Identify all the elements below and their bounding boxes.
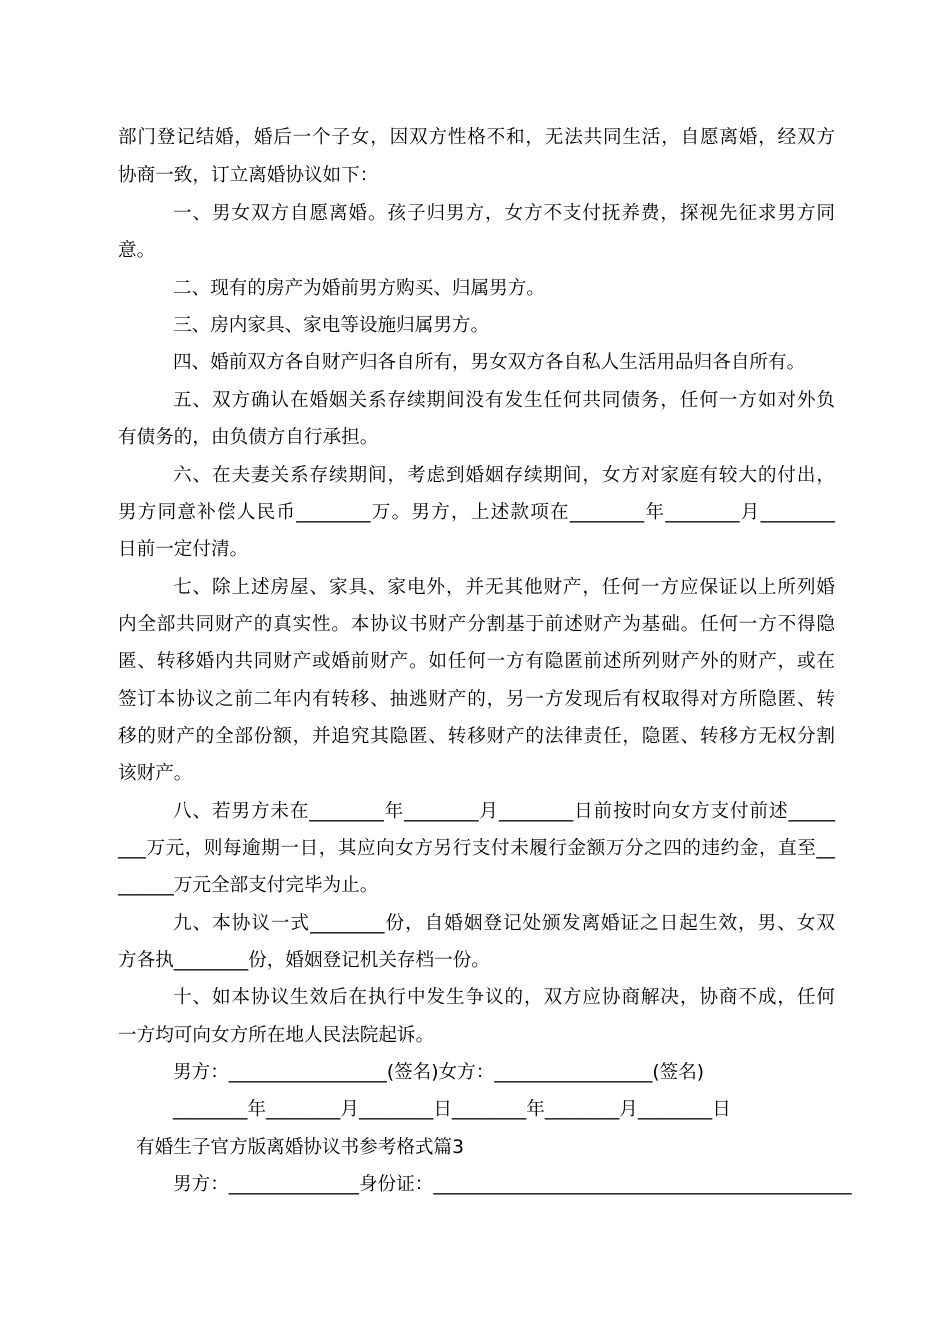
clause-5-line: 五、双方确认在婚姻关系存续期间没有发生任何共同债务，任何一方如对外负 [173,390,835,411]
clause-6-line: 日前一定付清。 [118,539,249,560]
clause-10-line: 一方均可向女方所在地人民法院起诉。 [118,1025,435,1046]
clause-7-line: 匿、转移婚内共同财产或婚前财产。如任何一方有隐匿前述所列财产外的财产，或在 [118,651,835,672]
clause-10-line: 十、如本协议生效后在执行中发生争议的，双方应协商解决，协商不成，任何 [173,987,835,1008]
clause-7-line: 内全部共同财产的真实性。本协议书财产分割基于前述财产为基础。任何一方不得隐 [118,614,835,635]
clause-7-line: 移的财产的全部份额，并追究其隐匿、转移财产的法律责任，隐匿、转移方无权分割 [118,726,835,747]
clause-7-line: 签订本协议之前二年内有转移、抽逃财产的，另一方发现后有权取得对方所隐匿、转 [118,689,835,710]
clause-6-line: 六、在夫妻关系存续期间，考虑到婚姻存续期间，女方对家庭有较大的付出， [173,465,835,486]
clause-7-line: 该财产。 [118,763,193,784]
clause-4-line: 四、婚前双方各自财产归各自所有，男女双方各自私人生活用品归各自所有。 [173,352,806,373]
clause-7-line: 七、除上述房屋、家具、家电外，并无其他财产，任何一方应保证以上所列婚 [173,577,835,598]
clause-9-line: 方各执________份，婚姻登记机关存档一份。 [118,950,490,971]
clause-1-line: 一、男女双方自愿离婚。孩子归男方，女方不支付抚养费，探视先征求男方同 [173,203,835,224]
clause-9-line: 九、本协议一式________份，自婚姻登记处颁发离婚证之日起生效，男、女双 [173,913,835,934]
clause-8-line: ___万元，则每逾期一日，其应向女方另行支付未履行金额万分之四的违约金，直至__ [118,838,835,859]
section-heading: 有婚生子官方版离婚协议书参考格式篇3 [136,1137,464,1158]
paragraph-line: 协商一致，订立离婚协议如下： [118,165,379,186]
paragraph-line: 部门登记结婚，婚后一个子女，因双方性格不和，无法共同生活，自愿离婚，经双方 [118,127,835,148]
signature-line: 男方：_________________(签名)女方：_________________(签名) [173,1062,705,1083]
clause-8-line: ______万元全部支付完毕为止。 [118,875,379,896]
clause-1-line: 意。 [118,240,156,261]
clause-8-line: 八、若男方未在________年________月________日前按时向女方支付前述_____ [173,801,835,822]
clause-2-line: 二、现有的房产为婚前男方购买、归属男方。 [173,278,545,299]
date-line: ________年________月________日________年________月________日 [173,1099,731,1120]
clause-5-line: 有债务的，由负债方自行承担。 [118,427,379,448]
clause-6-line: 男方同意补偿人民币________万。男方，上述款项在________年________月________ [118,502,835,523]
clause-3-line: 三、房内家具、家电等设施归属男方。 [173,315,490,336]
party-info-line: 男方：______________身份证：_____________________________________________ [173,1174,852,1195]
